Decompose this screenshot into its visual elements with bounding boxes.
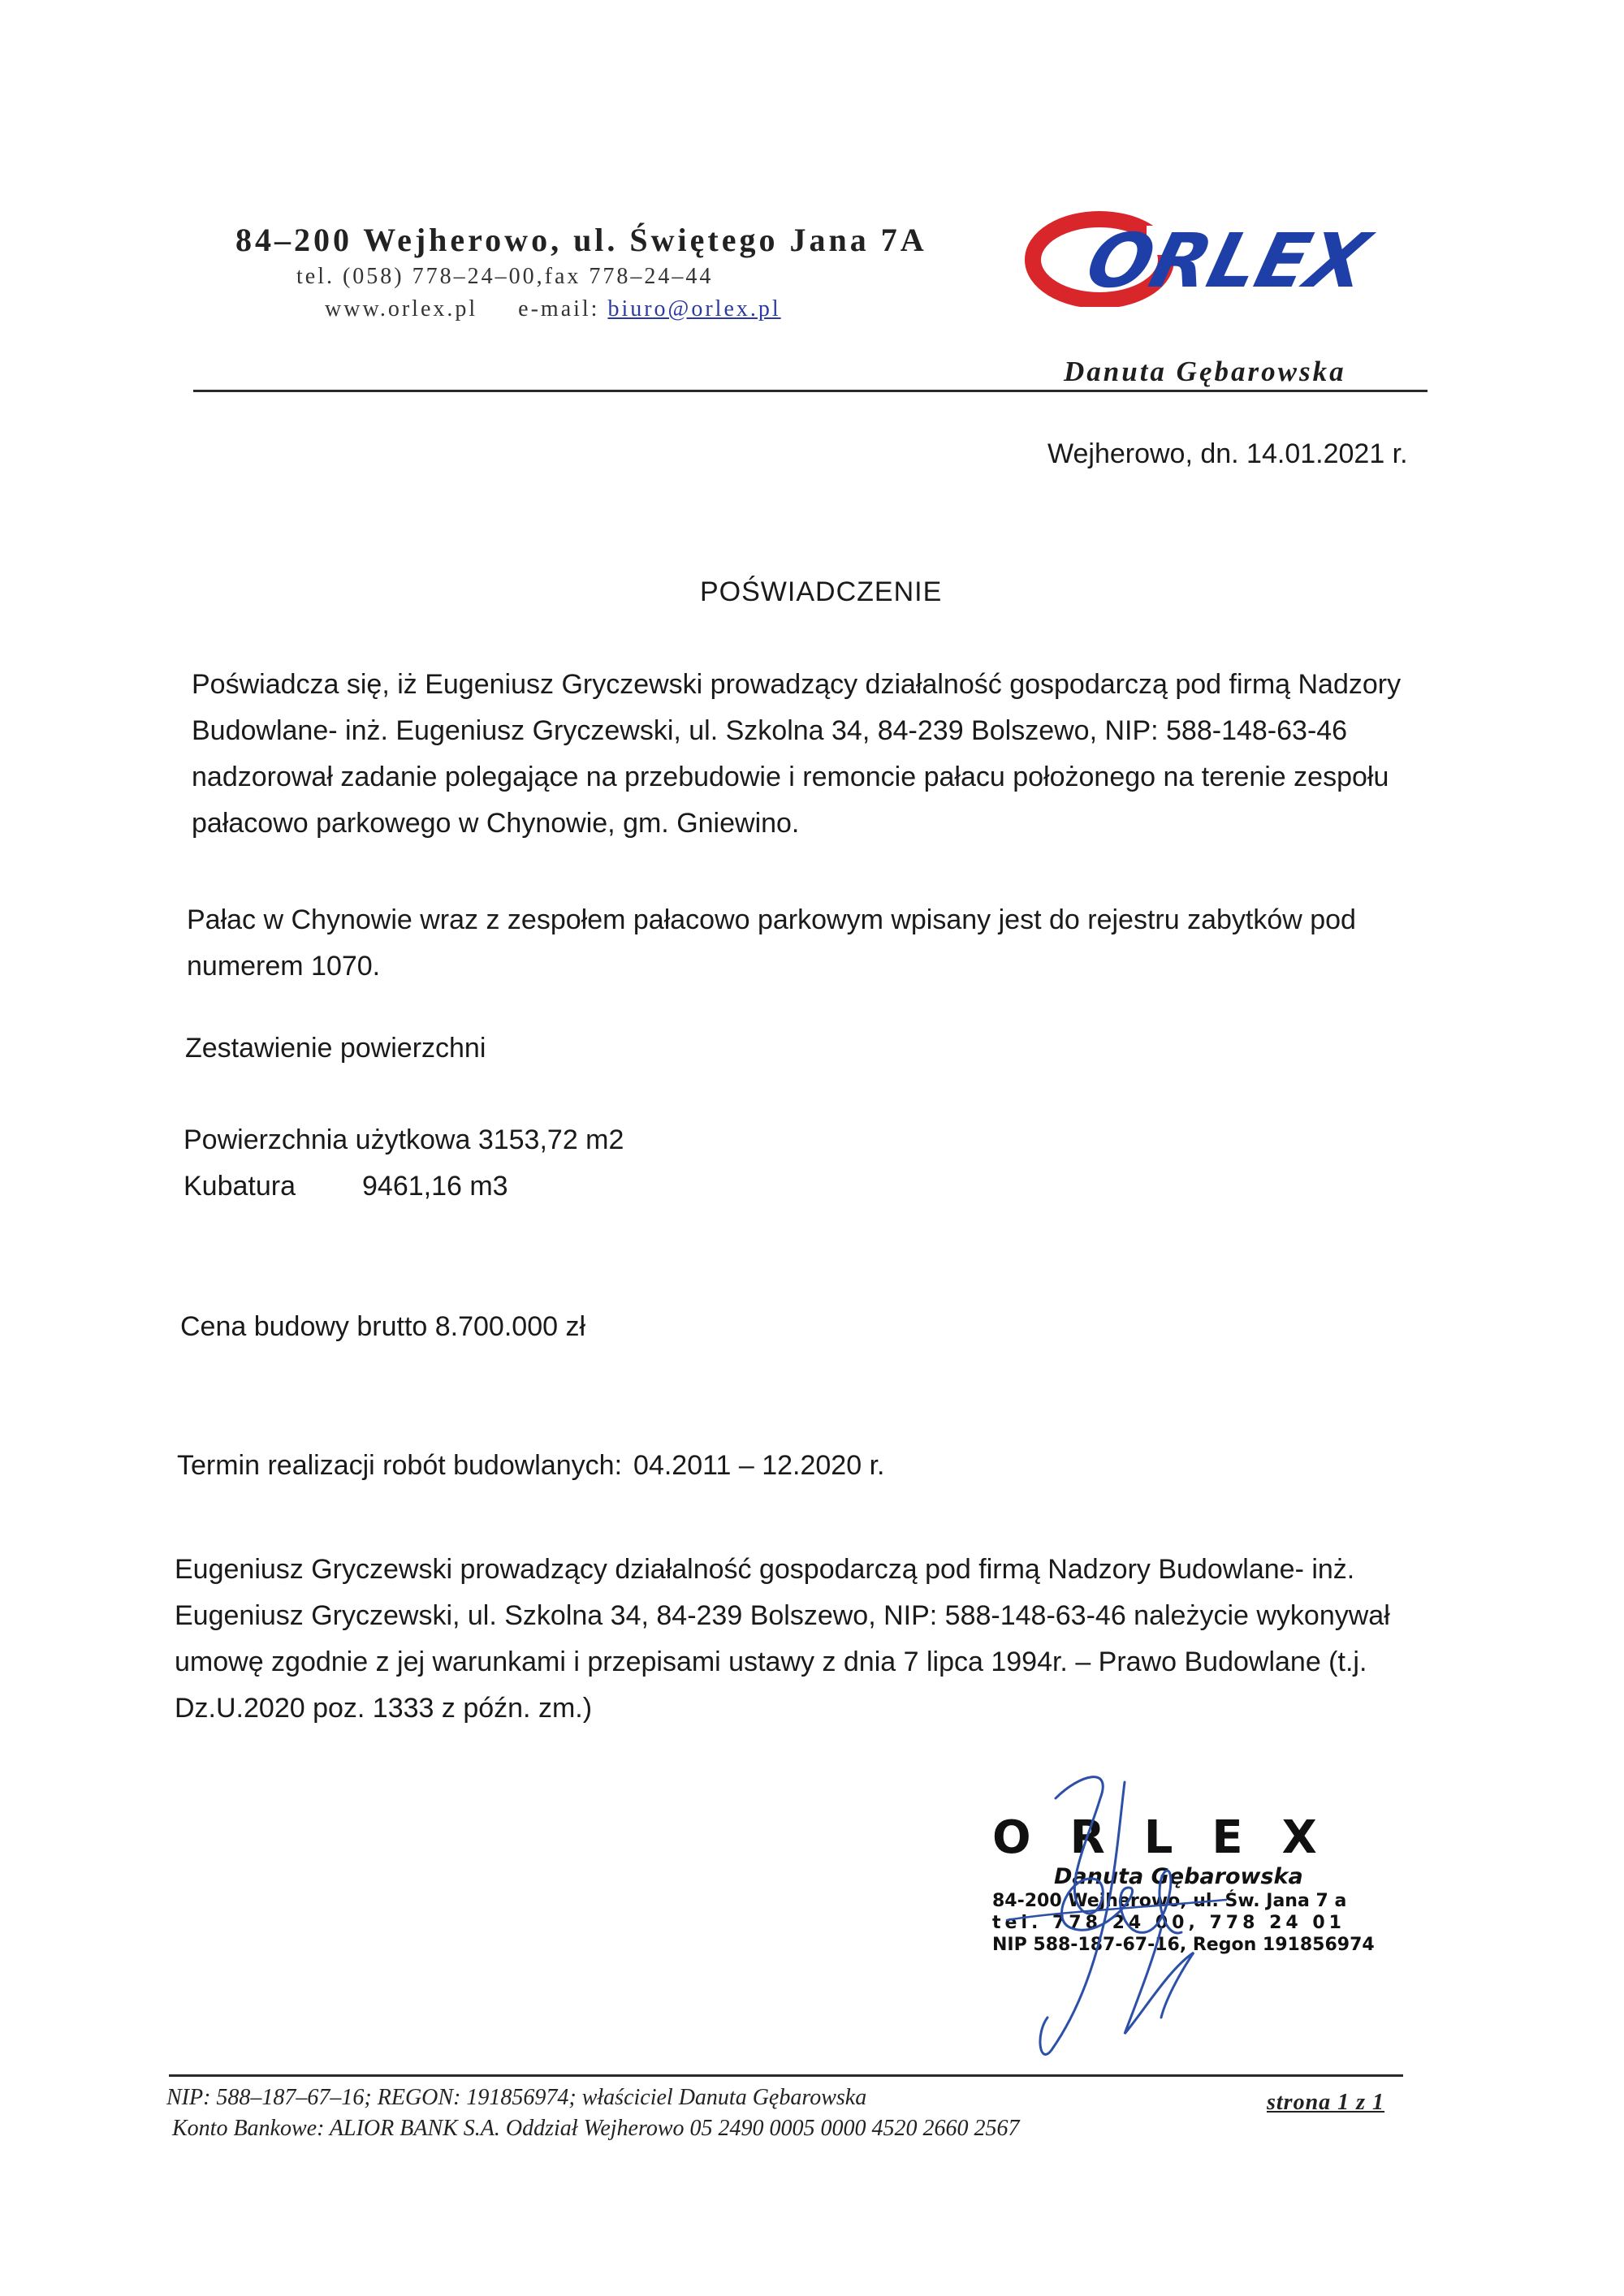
footer-divider [169, 2074, 1403, 2077]
handwritten-signature [958, 1766, 1299, 2074]
logo-text: ORLEX [1078, 218, 1377, 305]
performance-paragraph: Eugeniusz Gryczewski prowadzący działalność gospodarczą pod firmą Nadzory Budowlane- inż. Eugeniusz Gryczewski, ul. Szkolna 34, 84-239 Bolszewo, NIP: 588-148-63-46 należycie wykonywał umowę zgodnie z jej warunkami i przepisami ustawy z dnia 7 lipca 1994r. – Prawo Budowlane (t.j. Dz.U.2020 poz. 1333 z późn. zm.) [175, 1554, 1390, 1724]
owner-name: Danuta Gębarowska [1064, 356, 1346, 387]
orlex-logo [1025, 209, 1431, 307]
stamp-brand: ORLEX [992, 1811, 1356, 1864]
stamp-tel: tel. 778 24 00, 778 24 01 [992, 1913, 1345, 1933]
summary-heading: Zestawienie powierzchni [185, 1033, 486, 1064]
company-phone-fax: tel. (058) 778–24–00,fax 778–24–44 [296, 264, 714, 289]
certification-paragraph: Poświadcza się, iż Eugeniusz Gryczewski prowadzący działalność gospodarczą pod firmą Nadzory Budowlane- inż. Eugeniusz Gryczewski, ul. Szkolna 34, 84-239 Bolszewo, NIP: 588-148-63-46 nadzorował zadanie polegające na przebudowie i remoncie pałacu położonego na terenie zespołu pałacowo parkowego w Chynowie, gm. Gniewino. [192, 669, 1402, 839]
company-web-email [325, 296, 781, 322]
place-date: Wejherowo, dn. 14.01.2021 r. [1047, 438, 1408, 469]
email-link[interactable]: biuro@orlex.pl [607, 296, 781, 322]
header-divider [193, 390, 1427, 392]
stamp-address: 84-200 Wejherowo, ul. Św. Jana 7 a [992, 1891, 1347, 1911]
monument-registry-paragraph: Pałac w Chynowie wraz z zespołem pałacowo parkowym wpisany jest do rejestru zabytków pod numerem 1070. [187, 904, 1356, 982]
footer-company-ids: NIP: 588–187–67–16; REGON: 191856974; właściciel Danuta Gębarowska [166, 2085, 867, 2110]
stamp-name: Danuta Gębarowska [1054, 1864, 1303, 1889]
construction-price: Cena budowy brutto 8.700.000 zł [180, 1311, 586, 1342]
volume-row [184, 1171, 508, 1202]
document-title: POŚWIADCZENIE [700, 576, 943, 607]
usable-area: Powierzchnia użytkowa 3153,72 m2 [184, 1124, 624, 1155]
volume-value: 9461,16 m3 [362, 1171, 508, 1202]
term-value: 04.2011 – 12.2020 r. [633, 1450, 885, 1481]
website-link[interactable]: www.orlex.pl [325, 296, 478, 322]
stamp-ids: NIP 588-187-67-16, Regon 191856974 [992, 1935, 1375, 1955]
page-number: strona 1 z 1 [1267, 2090, 1385, 2115]
email-label: e-mail: [518, 296, 600, 322]
term-label: Termin realizacji robót budowlanych: [177, 1450, 623, 1481]
term-row [177, 1450, 884, 1482]
footer-bank-account: Konto Bankowe: ALIOR BANK S.A. Oddział Wejherowo 05 2490 0005 0000 4520 2660 2567 [172, 2116, 1020, 2141]
company-address: 84–200 Wejherowo, ul. Świętego Jana 7A [235, 222, 927, 258]
volume-label: Kubatura [184, 1171, 296, 1202]
